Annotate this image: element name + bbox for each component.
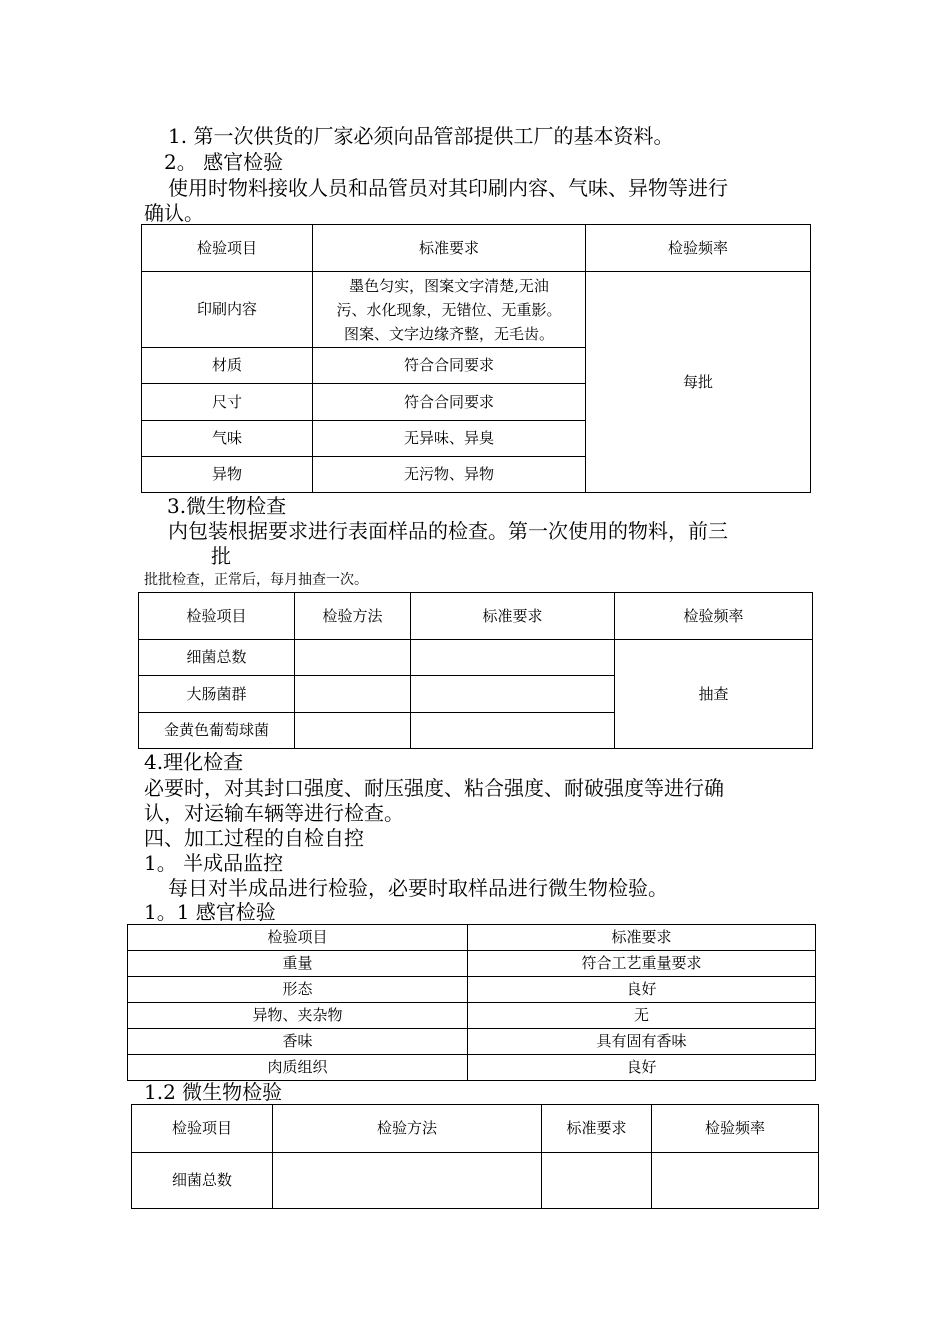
requirement-cell <box>313 272 586 348</box>
header-cell: 检验项目 <box>139 593 295 640</box>
item-cell: 大肠菌群 <box>139 676 295 713</box>
requirement-cell: 良好 <box>468 977 816 1003</box>
requirement-cell: 良好 <box>468 1055 816 1081</box>
header-cell: 标准要求 <box>542 1105 652 1153</box>
sensory-subheading: 1。1 感官检验 <box>144 900 276 924</box>
requirement-cell <box>411 676 615 713</box>
item-cell: 形态 <box>128 977 468 1003</box>
requirement-cell: 符合合同要求 <box>313 348 586 384</box>
physchem-paragraph-line1: 必要时，对其封口强度、耐压强度、粘合强度、耐破强度等进行确 <box>144 776 724 800</box>
microbial-subheading: 1.2 微生物检验 <box>144 1080 283 1104</box>
table-row <box>128 1003 816 1029</box>
microbial-paragraph-line2: 批 <box>211 544 231 568</box>
microbial-check-heading: 3.微生物检查 <box>167 494 287 518</box>
requirement-line: 污、水化现象，无错位、无重影。 <box>336 300 562 319</box>
method-cell <box>295 640 411 676</box>
header-cell: 标准要求 <box>313 225 586 272</box>
semi-finished-paragraph: 每日对半成品进行检验，必要时取样品进行微生物检验。 <box>168 876 668 900</box>
item-cell: 印刷内容 <box>142 272 313 348</box>
requirement-cell: 无异味、异臭 <box>313 421 586 457</box>
item-cell: 异物、夹杂物 <box>128 1003 468 1029</box>
requirement-cell: 符合工艺重量要求 <box>468 951 816 977</box>
item-cell: 肉质组织 <box>128 1055 468 1081</box>
header-cell: 检验方法 <box>295 593 411 640</box>
table-row <box>142 272 811 348</box>
requirement-cell <box>411 713 615 749</box>
table-header-row <box>132 1105 819 1153</box>
table-row <box>128 977 816 1003</box>
microbial-note: 批批检查，正常后，每月抽查一次。 <box>144 572 368 588</box>
packaging-microbial-table <box>138 592 813 749</box>
table-header-row <box>128 925 816 951</box>
table-row <box>128 1029 816 1055</box>
requirement-line: 图案、文字边缘齐整，无毛齿。 <box>343 324 554 343</box>
item-cell: 尺寸 <box>142 384 313 421</box>
packaging-sensory-table <box>141 224 811 493</box>
frequency-cell: 抽查 <box>615 640 813 749</box>
frequency-cell: 每批 <box>586 272 811 493</box>
semi-finished-heading: 1。 半成品监控 <box>144 851 284 875</box>
header-cell: 检验方法 <box>273 1105 542 1153</box>
requirement-cell <box>542 1153 652 1209</box>
requirement-cell: 具有固有香味 <box>468 1029 816 1055</box>
header-cell: 标准要求 <box>411 593 615 640</box>
requirement-cell: 符合合同要求 <box>313 384 586 421</box>
item-cell: 材质 <box>142 348 313 384</box>
header-cell: 检验频率 <box>652 1105 819 1153</box>
header-cell: 检验频率 <box>586 225 811 272</box>
supplier-requirement-line: 1. 第一次供货的厂家必须向品管部提供工厂的基本资料。 <box>168 124 674 148</box>
item-cell: 金黄色葡萄球菌 <box>139 713 295 749</box>
sensory-paragraph-line2: 确认。 <box>144 201 204 225</box>
table-row <box>139 640 813 676</box>
method-cell <box>295 713 411 749</box>
sensory-inspection-heading: 2。 感官检验 <box>164 150 284 174</box>
requirement-cell: 无 <box>468 1003 816 1029</box>
frequency-cell <box>652 1153 819 1209</box>
physchem-paragraph-line2: 认，对运输车辆等进行检查。 <box>144 801 404 825</box>
item-cell: 异物 <box>142 457 313 493</box>
header-cell: 检验项目 <box>128 925 468 951</box>
requirement-line: 墨色匀实，图案文字清楚,无油 <box>349 276 549 295</box>
requirement-cell <box>411 640 615 676</box>
semi-finished-sensory-table <box>127 924 816 1081</box>
table-row <box>132 1153 819 1209</box>
header-cell: 标准要求 <box>468 925 816 951</box>
table-header-row <box>142 225 811 272</box>
sensory-paragraph-line1: 使用时物料接收人员和品管员对其印刷内容、气味、异物等进行 <box>168 176 728 200</box>
header-cell: 检验项目 <box>142 225 313 272</box>
microbial-paragraph-line1: 内包装根据要求进行表面样品的检查。第一次使用的物料，前三 <box>168 519 728 543</box>
method-cell <box>273 1153 542 1209</box>
table-row <box>128 1055 816 1081</box>
table-header-row <box>139 593 813 640</box>
item-cell: 香味 <box>128 1029 468 1055</box>
item-cell: 细菌总数 <box>132 1153 273 1209</box>
physchem-heading: 4.理化检查 <box>144 750 244 774</box>
table-row <box>128 951 816 977</box>
requirement-cell: 无污物、异物 <box>313 457 586 493</box>
method-cell <box>295 676 411 713</box>
item-cell: 重量 <box>128 951 468 977</box>
semi-finished-microbial-table <box>131 1104 819 1209</box>
item-cell: 气味 <box>142 421 313 457</box>
header-cell: 检验项目 <box>132 1105 273 1153</box>
header-cell: 检验频率 <box>615 593 813 640</box>
chapter-heading: 四、加工过程的自检自控 <box>144 826 364 850</box>
item-cell: 细菌总数 <box>139 640 295 676</box>
